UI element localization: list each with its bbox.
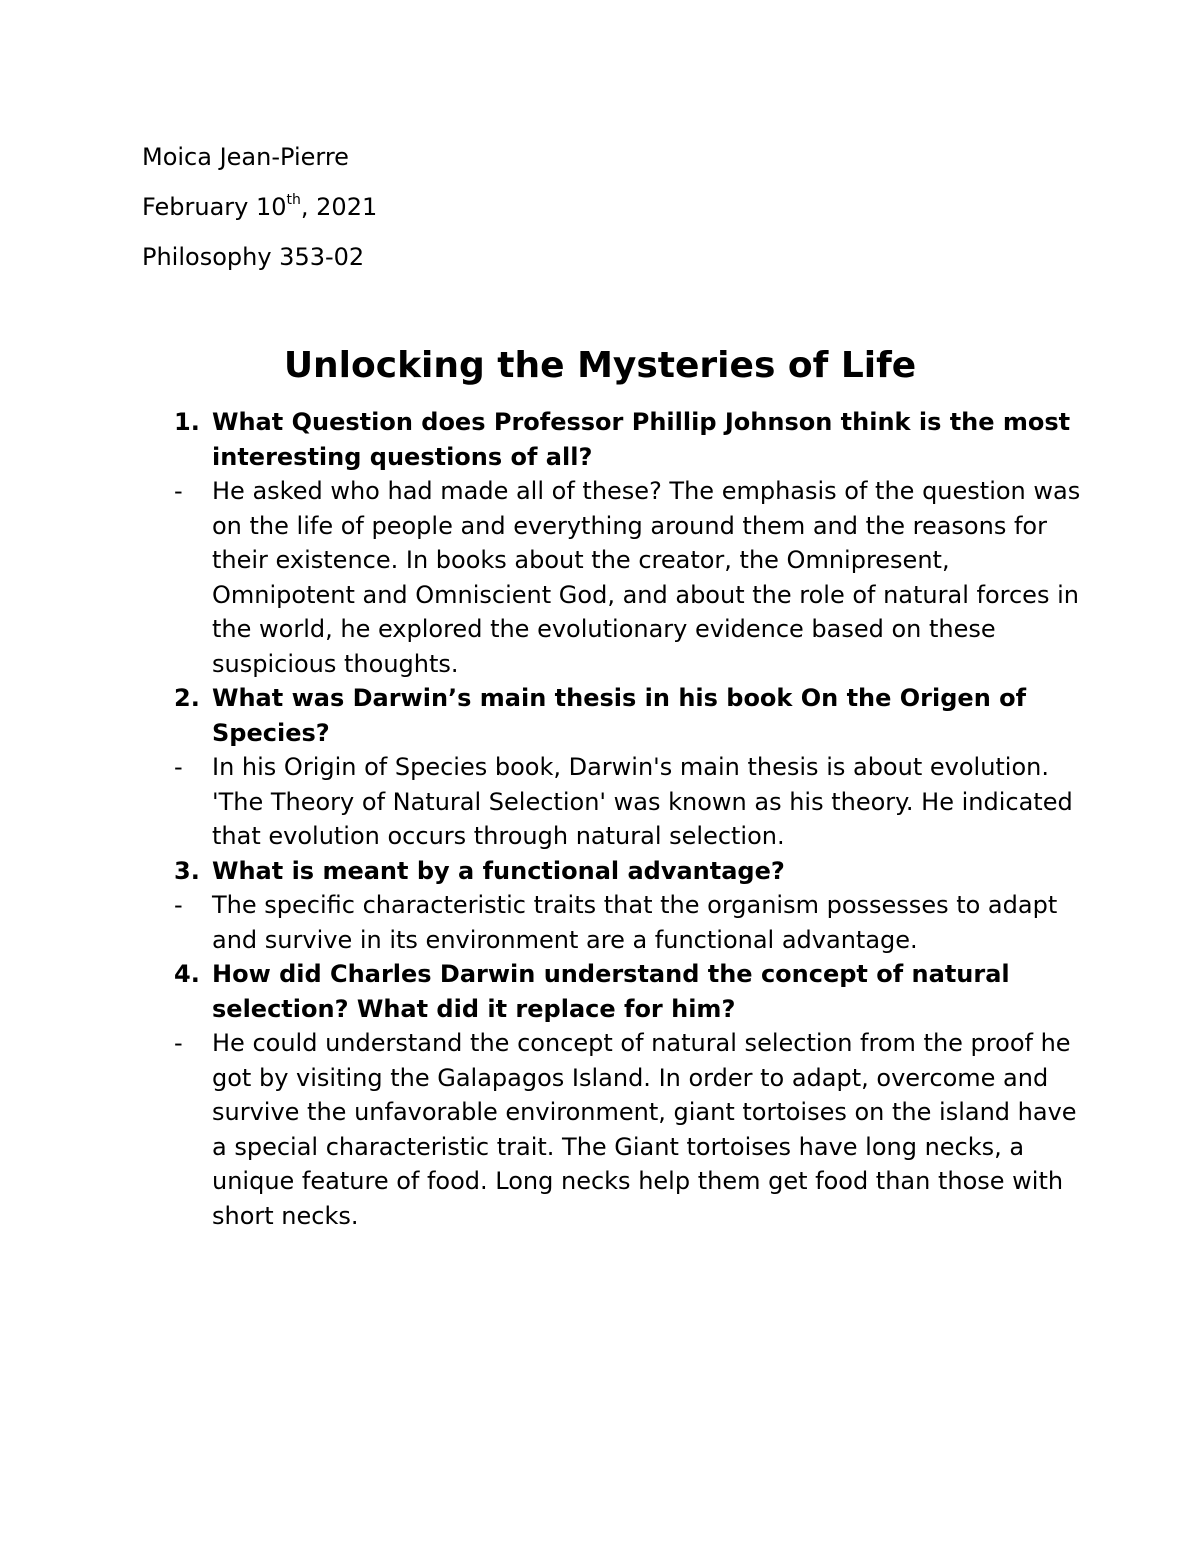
- question-text: How did Charles Darwin understand the concept of natural selection? What did it replace for him?: [212, 960, 1010, 1023]
- date-ordinal-suffix: th: [286, 192, 301, 208]
- answer-item: [174, 750, 1094, 854]
- answer-text: The specific characteristic traits that the organism possesses to adapt and survive in its environment are a functional advantage.: [212, 891, 1058, 954]
- question-number: 1.: [174, 408, 200, 436]
- answer-text: In his Origin of Species book, Darwin's main thesis is about evolution. 'The Theory of Natural Selection' was known as his theory. He indicated that evolution occurs through natural selection.: [212, 753, 1073, 850]
- answer-bullet: -: [174, 753, 183, 781]
- question-item: [174, 405, 1094, 474]
- answer-item: [174, 474, 1094, 681]
- date-month-day: February 10: [142, 193, 287, 221]
- question-item: [174, 681, 1094, 750]
- answer-bullet: -: [174, 1029, 183, 1057]
- answer-text: He asked who had made all of these? The emphasis of the question was on the life of people and everything around them and the reasons for their existence. In books about the creator, the Omnipresent, Omnipotent and Omniscient God, and about the role of natural forces in the world, he explored the evolutionary evidence based on these suspicious thoughts.: [212, 477, 1081, 678]
- date-year: , 2021: [300, 193, 378, 221]
- question-number: 3.: [174, 856, 200, 885]
- course-name: Philosophy 353-02: [142, 243, 365, 271]
- answer-bullet: -: [174, 477, 183, 505]
- question-text: What is meant by a functional advantage?: [212, 856, 785, 885]
- question-number: 2.: [174, 684, 200, 712]
- question-text: What Question does Professor Phillip Johnson think is the most interesting questions of all?: [212, 408, 1071, 471]
- question-number: 4.: [174, 960, 200, 988]
- document-title: Unlocking the Mysteries of Life: [283, 345, 917, 386]
- question-item: [174, 854, 1094, 889]
- answer-item: [174, 888, 1094, 957]
- document-date: [142, 191, 842, 223]
- author-name: Moica Jean-Pierre: [142, 143, 349, 171]
- question-list: [174, 405, 1094, 1233]
- answer-bullet: -: [174, 891, 183, 919]
- question-item: [174, 957, 1094, 1026]
- answer-item: [174, 1026, 1094, 1233]
- document-header: [142, 141, 842, 291]
- answer-text: He could understand the concept of natural selection from the proof he got by visiting the Galapagos Island. In order to adapt, overcome and survive the unfavorable environment, giant tortoises on the island have a special characteristic trait. The Giant tortoises have long necks, a unique feature of food. Long necks help them get food than those with short necks.: [212, 1029, 1077, 1230]
- question-text: What was Darwin’s main thesis in his book On the Origen of Species?: [212, 684, 1027, 747]
